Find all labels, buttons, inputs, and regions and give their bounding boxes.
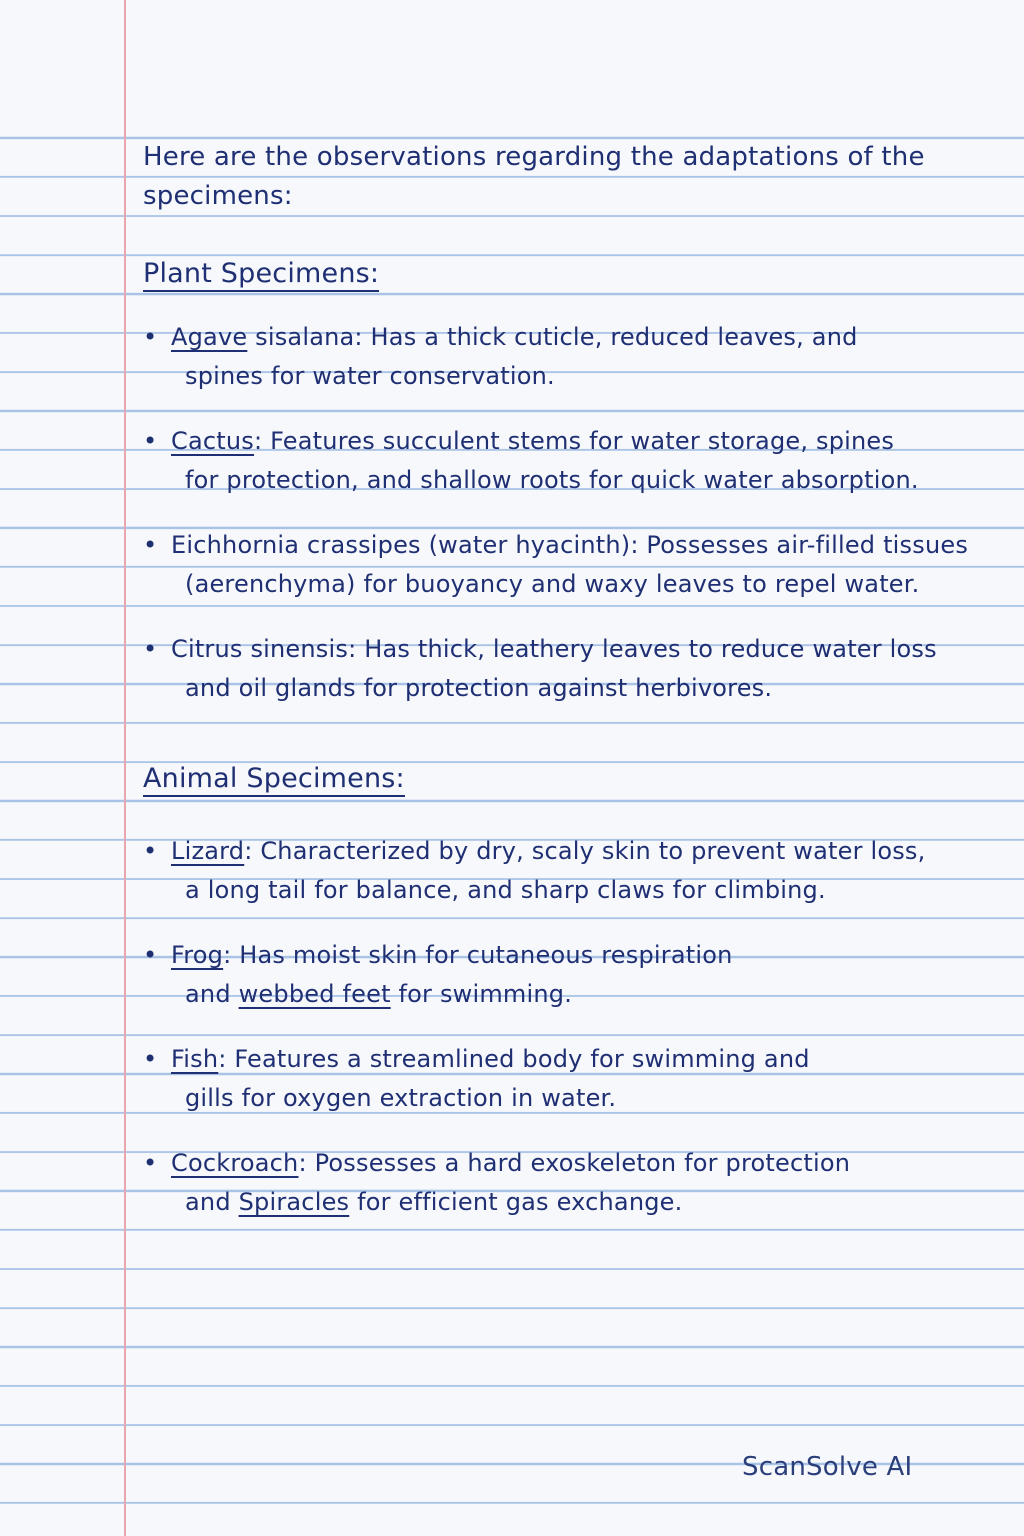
bullet-icon: • <box>143 323 158 351</box>
bullet-icon: • <box>143 635 158 663</box>
term: Fish <box>171 1045 219 1073</box>
list-item: • Cactus: Features succulent stems for water storage, spines for protection, and shallow roots for quick water absorption. <box>143 422 983 500</box>
margin-line <box>124 0 126 1536</box>
bullet-icon: • <box>143 1149 158 1177</box>
list-item: • Citrus sinensis: Has thick, leathery leaves to reduce water loss and oil glands for protection against herbivores. <box>143 630 983 708</box>
plant-specimens-heading: Plant Specimens: <box>143 255 379 293</box>
list-item: • Frog: Has moist skin for cutaneous respiration and webbed feet for swimming. <box>143 936 983 1014</box>
term: Lizard <box>171 837 245 865</box>
list-item: • Eichhornia crassipes (water hyacinth): Possesses air-filled tissues (aerenchyma) for buoyancy and waxy leaves to repel water. <box>143 526 983 604</box>
page-header-blank <box>0 0 1024 118</box>
term: Frog <box>171 941 224 969</box>
animal-list <box>143 832 983 1222</box>
bullet-icon: • <box>143 941 158 969</box>
term: Agave <box>171 323 248 351</box>
list-item: • Agave sisalana: Has a thick cuticle, reduced leaves, and spines for water conservation. <box>143 318 983 396</box>
underlined-phrase: webbed feet <box>238 980 391 1008</box>
intro-text: Here are the observations regarding the adaptations of the specimens: <box>143 142 925 211</box>
term: Cockroach <box>171 1149 299 1177</box>
list-item: • Fish: Features a streamlined body for swimming and gills for oxygen extraction in water. <box>143 1040 983 1118</box>
term: Cactus <box>171 427 254 455</box>
bullet-icon: • <box>143 531 158 559</box>
bullet-icon: • <box>143 427 158 455</box>
brand-watermark: ScanSolve AI <box>742 1452 913 1482</box>
bullet-icon: • <box>143 837 158 865</box>
plant-list <box>143 318 983 708</box>
underlined-phrase: Spiracles <box>238 1188 350 1216</box>
list-item: • Lizard: Characterized by dry, scaly skin to prevent water loss, a long tail for balance, and sharp claws for climbing. <box>143 832 983 910</box>
bullet-icon: • <box>143 1045 158 1073</box>
animal-specimens-heading: Animal Specimens: <box>143 760 405 798</box>
list-item: • Cockroach: Possesses a hard exoskeleton for protection and Spiracles for efficient gas exchange. <box>143 1144 983 1222</box>
